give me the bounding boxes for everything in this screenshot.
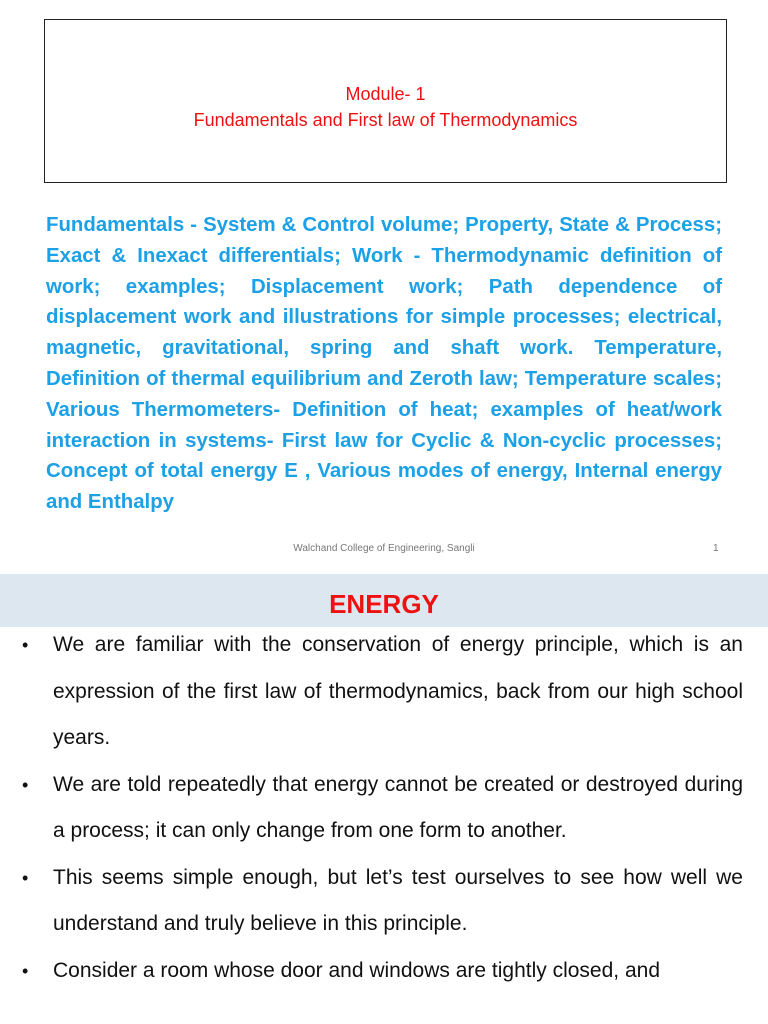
footer-college-name: Walchand College of Engineering, Sangli (293, 543, 475, 554)
bullet-item-1 (0, 622, 768, 762)
title-box (44, 19, 727, 183)
bullet-item-4 (0, 948, 768, 995)
syllabus-text: Fundamentals - System & Control volume; Property, State & Process; Exact & Inexact differentials; Work - Thermodynamic definition of work; examples; Displacement work; Path dependence of displacement work and illustrations for simple processes; electrical, magnetic, gravitational, spring and shaft work. Temperature, Definition of thermal equilibrium and Zeroth law; Temperature scales; Various Thermometers- Definition of heat; examples of heat/work interaction in systems- First law for Cyclic & Non-cyclic processes; Concept of total energy E , Various modes of energy, Internal energy and Enthalpy (46, 214, 722, 514)
bullet-text: We are familiar with the conservation of energy principle, which is an expression of the first law of thermodynamics, back from our high school years. (53, 633, 743, 749)
bullet-item-3 (0, 855, 768, 948)
bullet-dot-icon: • (22, 867, 29, 888)
slide-title: ENERGY (329, 589, 439, 619)
bullet-item-2 (0, 762, 768, 855)
slide-2 (0, 574, 768, 1024)
module-title: Module- 1 (345, 84, 426, 104)
bullet-dot-icon: • (22, 960, 29, 981)
bullet-text: Consider a room whose door and windows are tightly closed, and (53, 958, 661, 982)
module-subtitle: Fundamentals and First law of Thermodynamics (193, 110, 578, 130)
bullet-text: This seems simple enough, but let’s test ourselves to see how well we understand and truly believe in this principle. (53, 865, 743, 935)
bullet-dot-icon: • (22, 774, 29, 795)
footer-page-number: 1 (713, 543, 719, 554)
bullet-dot-icon: • (22, 635, 29, 655)
bullet-text: We are told repeatedly that energy cannot be created or destroyed during a process; it can only change from one form to another. (53, 772, 743, 842)
slide-header-band (0, 574, 768, 627)
bullet-list (0, 622, 768, 994)
